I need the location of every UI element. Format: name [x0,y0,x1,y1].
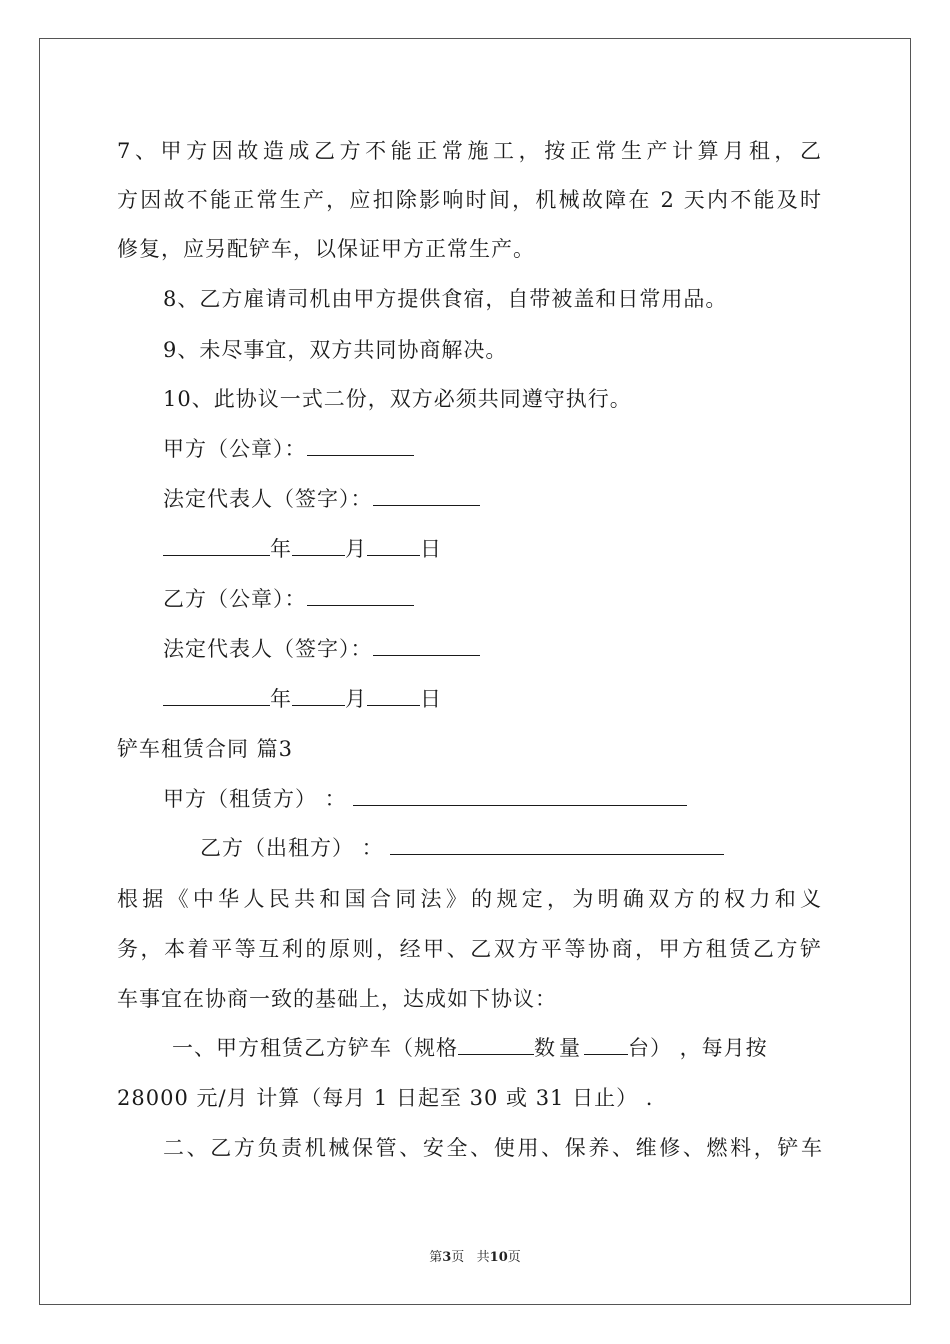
paragraph-7-line-2: 方因故不能正常生产，应扣除影响时间，机械故障在 2 天内不能及时 [117,188,822,212]
party-b-date-row [163,684,442,714]
day-label: 日 [420,687,442,711]
paragraph-8: 8、乙方雇请司机由甲方提供食宿，自带被盖和日常用品。 [163,287,728,311]
lessor-row [200,833,724,863]
article-1-line-1 [172,1033,768,1063]
party-a-rep-label: 法定代表人（签字）： [163,487,373,511]
lessee-row [163,784,687,814]
party-a-rep-row [163,484,480,514]
day-blank [367,685,420,706]
lessor-blank [390,834,724,855]
party-a-date-row [163,534,442,564]
intro-line-3: 车事宜在协商一致的基础上，达成如下协议： [117,987,557,1011]
party-a-seal-row [163,434,414,464]
article-1-line-2: 28000 元/月 计算（每月 1 日起至 30 或 31 日止） . [117,1086,654,1110]
section-title: 铲车租赁合同 篇3 [117,737,294,761]
year-label: 年 [270,537,292,561]
year-label: 年 [270,687,292,711]
intro-line-1: 根据《中华人民共和国合同法》的规定，为明确双方的权力和义 [117,887,822,911]
party-b-rep-blank [373,635,480,656]
paragraph-7-line-1: 7、甲方因故造成乙方不能正常施工，按正常生产计算月租，乙 [117,139,822,163]
month-label: 月 [345,537,367,561]
article-1-part-2: 数量 [534,1036,584,1060]
party-b-seal-label: 乙方（公章）： [163,587,307,611]
footer-mid: 页 共 [451,1250,490,1265]
party-b-rep-row [163,634,480,664]
footer-page-number: 3 [442,1250,452,1265]
paragraph-7-line-3: 修复，应另配铲车，以保证甲方正常生产。 [117,237,535,261]
footer-total-pages: 10 [489,1250,508,1265]
article-1-part-1: 一、甲方租赁乙方铲车（规格 [172,1036,458,1060]
paragraph-9: 9、未尽事宜，双方共同协商解决。 [163,338,508,362]
party-a-rep-blank [373,485,480,506]
lessor-label: 乙方（出租方） ： [200,836,384,860]
footer-prefix: 第 [429,1250,443,1265]
month-blank [292,535,345,556]
intro-line-2: 务，本着平等互利的原则，经甲、乙双方平等协商，甲方租赁乙方铲 [117,937,822,961]
paragraph-10: 10、此协议一式二份，双方必须共同遵守执行。 [163,387,632,411]
month-label: 月 [345,687,367,711]
page-border [39,38,911,1305]
party-a-seal-label: 甲方（公章）： [163,437,307,461]
page-footer [0,1246,950,1265]
party-b-rep-label: 法定代表人（签字）： [163,637,373,661]
quantity-blank [584,1034,628,1055]
lessee-blank [353,785,687,806]
article-2-line-1: 二、乙方负责机械保管、安全、使用、保养、维修、燃料，铲车 [163,1136,823,1160]
year-blank [163,535,270,556]
day-blank [367,535,420,556]
year-blank [163,685,270,706]
footer-suffix: 页 [507,1250,521,1265]
day-label: 日 [420,537,442,561]
lessee-label: 甲方（租赁方） ： [163,787,347,811]
article-1-part-3: 台） ，每月按 [628,1036,768,1060]
party-b-seal-row [163,584,414,614]
month-blank [292,685,345,706]
party-b-seal-blank [307,585,414,606]
spec-blank [458,1034,534,1055]
party-a-seal-blank [307,435,414,456]
